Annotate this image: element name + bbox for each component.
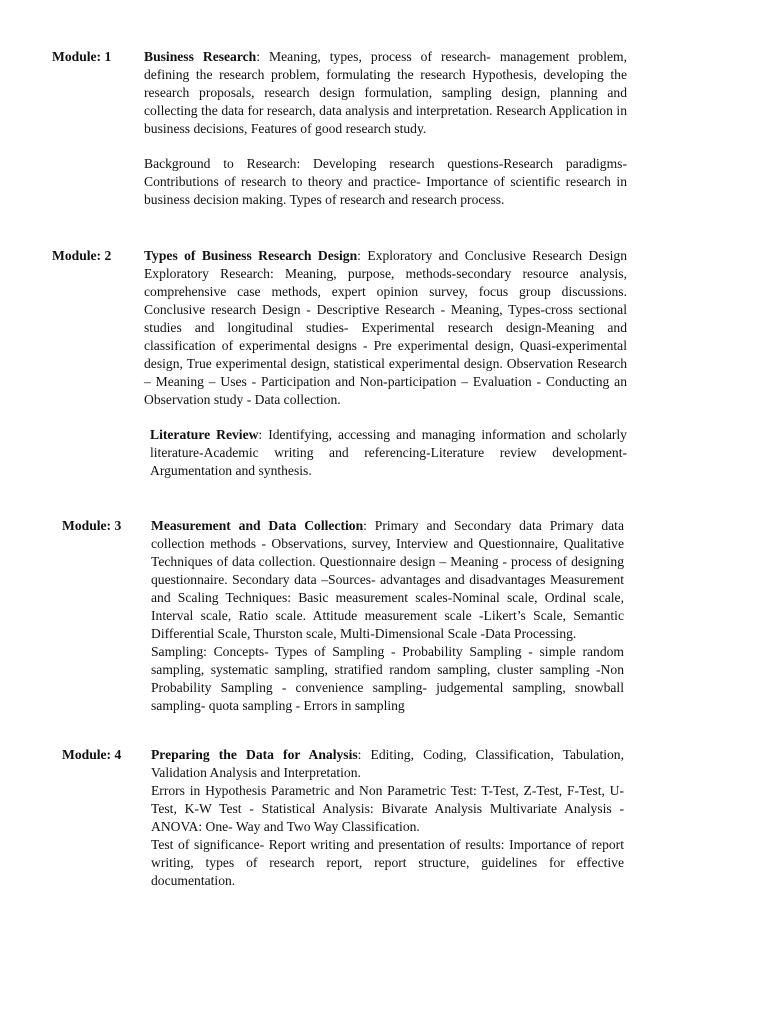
- module-paragraph: [151, 643, 624, 715]
- module-paragraph: [151, 746, 624, 782]
- module-label: Module: 1: [52, 49, 112, 64]
- topic-heading: Literature Review: [150, 427, 259, 442]
- module-paragraph: [144, 48, 627, 138]
- module-label: Module: 4: [62, 747, 122, 762]
- topic-heading: Measurement and Data Collection: [151, 518, 364, 533]
- module-label: Module: 2: [52, 248, 112, 263]
- module-paragraph: [144, 247, 627, 409]
- topic-text: : Primary and Secondary data Primary data collection methods - Observations, survey, Interview and Questionnaire, Qualitative Techniques of data collection. Questionnaire design – Meaning - process of designing questionnaire. Secondary data –Sources- advantages and disadvantages Measurement and Scaling Techniques: Basic measurement scales-Nominal scale, Ordinal scale, Interval scale, Ratio scale. Attitude measurement scale -Likert’s Scale, Semantic Differential Scale, Thurston scale, Multi-Dimensional Scale -Data Processing.: [151, 518, 624, 641]
- topic-text: : Meaning, types, process of research- management problem, defining the research problem, formulating the research Hypothesis, developing the research proposals, research design formulation, sampling design, planning and collecting the data for research, data analysis and interpretation. Research Application in business decisions, Features of good research study.: [144, 49, 628, 136]
- topic-text: Background to Research: Developing research questions-Research paradigms-Contributions of research to theory and practice- Importance of scientific research in business decision making. Types of research and research process.: [144, 156, 627, 207]
- topic-heading: Business Research: [144, 49, 257, 64]
- module-label: Module: 3: [62, 518, 122, 533]
- topic-text: : Identifying, accessing and managing information and scholarly literature-Academic writing and referencing-Literature review development-Argumentation and synthesis.: [150, 427, 627, 478]
- module-paragraph: [150, 426, 627, 480]
- topic-heading: Preparing the Data for Analysis: [151, 747, 358, 762]
- topic-text: Errors in Hypothesis Parametric and Non Parametric Test: T-Test, Z-Test, F-Test, U-Test, K-W Test - Statistical Analysis: Bivarate Analysis Multivariate Analysis - ANOVA: One- Way and Two Way Classification.: [151, 783, 624, 834]
- module-paragraph: [151, 836, 624, 890]
- topic-text: : Exploratory and Conclusive Research Design Exploratory Research: Meaning, purpose, methods-secondary resource analysis, comprehensive case methods, expert opinion survey, focus group discussions. Conclusive research Design - Descriptive Research - Meaning, Types-cross sectional studies and longitudinal studies- Experimental research design-Meaning and classification of experimental designs - Pre experimental design, Quasi-experimental design, True experimental design, statistical experimental design. Observation Research – Meaning – Uses - Participation and Non-participation – Evaluation - Conducting an Observation study - Data collection.: [144, 248, 627, 407]
- module-body: [151, 517, 624, 715]
- module-paragraph: [151, 782, 624, 836]
- module-paragraph: [151, 517, 624, 643]
- module-body: [144, 48, 627, 209]
- topic-text: Test of significance- Report writing and presentation of results: Importance of report writing, types of research report, report structure, guidelines for effective documentation.: [151, 837, 624, 888]
- module-body: [151, 746, 624, 890]
- topic-text: : Editing, Coding, Classification, Tabulation, Validation Analysis and Interpretation.: [151, 747, 624, 780]
- module-body: [144, 247, 627, 480]
- module-paragraph: [144, 155, 627, 209]
- topic-heading: Types of Business Research Design: [144, 248, 358, 263]
- topic-text: Sampling: Concepts- Types of Sampling - Probability Sampling - simple random sampling, systematic sampling, stratified random sampling, cluster sampling -Non Probability Sampling - convenience sampling- judgemental sampling, snowball sampling- quota sampling - Errors in sampling: [151, 644, 624, 713]
